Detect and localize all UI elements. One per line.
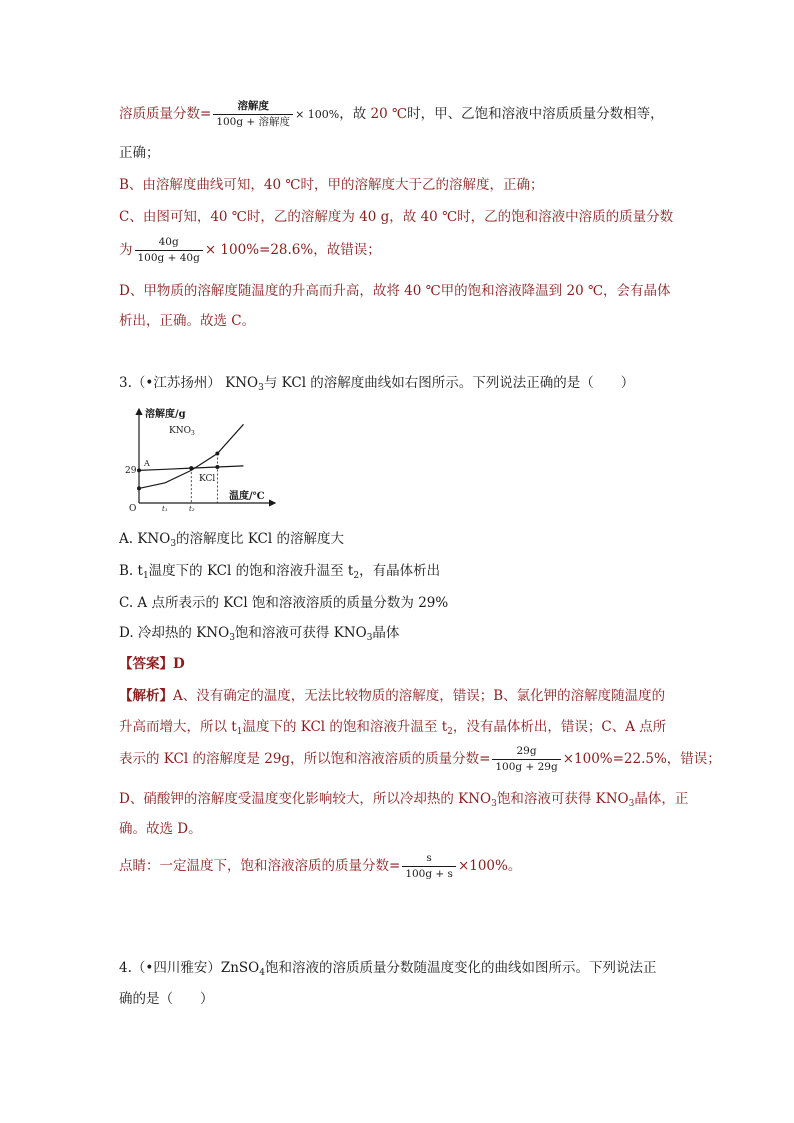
option-d-explanation-2: 析出，正确。故选 C。 — [119, 313, 256, 329]
subscript: 1 — [142, 571, 149, 581]
option-c-explanation: C、由图可知，40 ℃时，乙的溶解度为 40 g，故 40 ℃时，乙的饱和溶液中溶质的质量分数 — [119, 209, 674, 225]
data-point-kcl-t2 — [215, 465, 219, 469]
temp-20: 20 ℃ — [370, 106, 408, 122]
subscript: 3 — [229, 633, 235, 643]
analysis-line-5: 确。故选 D。 — [119, 821, 202, 837]
fraction-40g — [135, 236, 203, 265]
comma-text: ，故 — [339, 106, 371, 122]
formula-rest: 时，甲、乙饱和溶液中溶质质量分数相等， — [407, 106, 664, 122]
question-text: 与 KCl 的溶解度曲线如右图所示。下列说法正确的是（ ） — [263, 375, 635, 391]
analysis-text: 温度下的 KCl 的饱和溶液升温至 t — [242, 719, 448, 735]
times-100: × 100% — [295, 108, 340, 121]
legend-kno3: $KNO_3$ — [169, 426, 195, 437]
data-point-kno3-start — [137, 486, 141, 490]
choice-b-text-2: 温度下的 KCl 的饱和溶液升温至 t — [148, 563, 354, 579]
fraction-denominator: 100g + 溶解度 — [216, 116, 291, 128]
x-tick-t2: t₂ — [189, 505, 195, 513]
tip-line — [119, 852, 521, 881]
fraction-numerator: s — [402, 852, 456, 867]
subscript: 3 — [366, 633, 373, 643]
subscript: 2 — [353, 571, 360, 581]
choice-b-text: B. t — [119, 563, 143, 579]
fraction-numerator: 溶解度 — [213, 100, 293, 115]
question-4-text-2: 饱和溶液的溶质质量分数随温度变化的曲线如图所示。下列说法正 — [264, 960, 657, 976]
data-point-intersection-t1 — [189, 466, 193, 470]
subscript: 3 — [170, 539, 177, 549]
choice-b-text-3: ，有晶体析出 — [359, 563, 441, 579]
choice-d-text: D. 冷却热的 KNO — [119, 625, 230, 641]
question-3 — [119, 375, 634, 391]
kno3-text: KNO — [225, 375, 259, 391]
tip-text: ×100%。 — [457, 858, 522, 874]
fraction-denominator: 100g + 40g — [137, 252, 200, 264]
option-c-formula-line — [119, 236, 381, 265]
y-tick-29: 29 — [125, 466, 137, 476]
analysis-tag: 【解析】 — [119, 688, 173, 704]
answer-line — [119, 656, 185, 672]
analysis-text: ×100%=22.5%，错误； — [562, 751, 721, 767]
choice-a — [119, 531, 344, 547]
analysis-text: ，没有晶体析出，错误；C、A 点所 — [452, 719, 667, 735]
analysis-text: 表示的 KCl 的溶解度是 29g，所以饱和溶液溶质的质量分数= — [119, 751, 491, 767]
data-point-kno3-t2 — [215, 452, 219, 456]
formula-prefix: 溶质质量分数= — [119, 106, 212, 122]
subscript: 4 — [259, 968, 265, 978]
subscript: 2 — [447, 727, 453, 737]
choice-d-text-3: 晶体 — [372, 625, 400, 641]
option-c-prefix: 为 — [119, 242, 133, 258]
fraction-s — [402, 852, 456, 881]
choice-d-text-2: 饱和溶液可获得 KNO — [234, 625, 367, 641]
formula-line — [119, 100, 664, 129]
subscript: 3 — [258, 383, 264, 393]
point-a-label: A — [144, 459, 150, 468]
analysis-text: 饱和溶液可获得 KNO — [496, 791, 629, 807]
analysis-line-3 — [119, 745, 721, 774]
subscript: 3 — [491, 799, 497, 809]
fraction-numerator: 29g — [492, 745, 560, 760]
fraction-denominator: 100g + s — [405, 868, 453, 880]
choice-b — [119, 563, 440, 579]
analysis-line-4 — [119, 791, 688, 807]
fraction-solubility — [213, 100, 293, 129]
legend-kcl: KCl — [199, 474, 216, 484]
question-4-line-1 — [119, 960, 656, 976]
subscript: 3 — [628, 799, 635, 809]
choice-c: C. A 点所表示的 KCl 饱和溶液溶质的质量分数为 29% — [119, 595, 449, 611]
analysis-text: A、没有确定的温度，无法比较物质的溶解度，错误；B、氯化钾的溶解度随温度的 — [173, 688, 666, 704]
question-4-line-2: 确的是（ ） — [119, 991, 214, 1007]
origin-label: O — [129, 504, 137, 513]
analysis-line-2 — [119, 719, 666, 735]
answer-tag: 【答案】 — [119, 656, 173, 672]
choice-a-text: A. KNO — [119, 531, 171, 547]
question-4-text: 4.（•四川雅安）ZnSO — [119, 960, 260, 976]
choice-d — [119, 625, 399, 641]
y-axis-label: 溶解度/g — [145, 409, 186, 420]
data-point-a — [137, 468, 141, 472]
question-source: （•江苏扬州） — [131, 375, 221, 391]
tip-text: 点睛：一定温度下，饱和溶液溶质的质量分数= — [119, 858, 401, 874]
fraction-29g — [492, 745, 560, 774]
fraction-denominator: 100g + 29g — [495, 761, 558, 773]
fraction-numerator: 40g — [135, 236, 203, 251]
option-c-suffix: × 100%=28.6%，故错误； — [204, 242, 381, 258]
choice-a-text-2: 的溶解度比 KCl 的溶解度大 — [176, 531, 344, 547]
answer-value: D — [173, 656, 185, 672]
analysis-line-1 — [119, 688, 665, 704]
analysis-text: 晶体，正 — [634, 791, 689, 807]
analysis-text: 升高而增大，所以 t — [119, 719, 237, 735]
question-number: 3. — [119, 375, 132, 391]
option-b-explanation: B、由溶解度曲线可知，40 ℃时，甲的溶解度大于乙的溶解度，正确； — [119, 177, 544, 193]
formula-line-2: 正确； — [119, 145, 160, 161]
x-axis-label: 温度/℃ — [229, 491, 265, 502]
subscript: 1 — [236, 727, 243, 737]
option-d-explanation-1: D、甲物质的溶解度随温度的升高而升高，故将 40 ℃甲的饱和溶液降温到 20 ℃，会有晶体 — [119, 283, 671, 299]
x-tick-t1: t₁ — [162, 505, 168, 513]
analysis-text: D、硝酸钾的溶解度受温度变化影响较大，所以冷却热的 KNO — [119, 791, 492, 807]
solubility-chart — [117, 403, 287, 513]
